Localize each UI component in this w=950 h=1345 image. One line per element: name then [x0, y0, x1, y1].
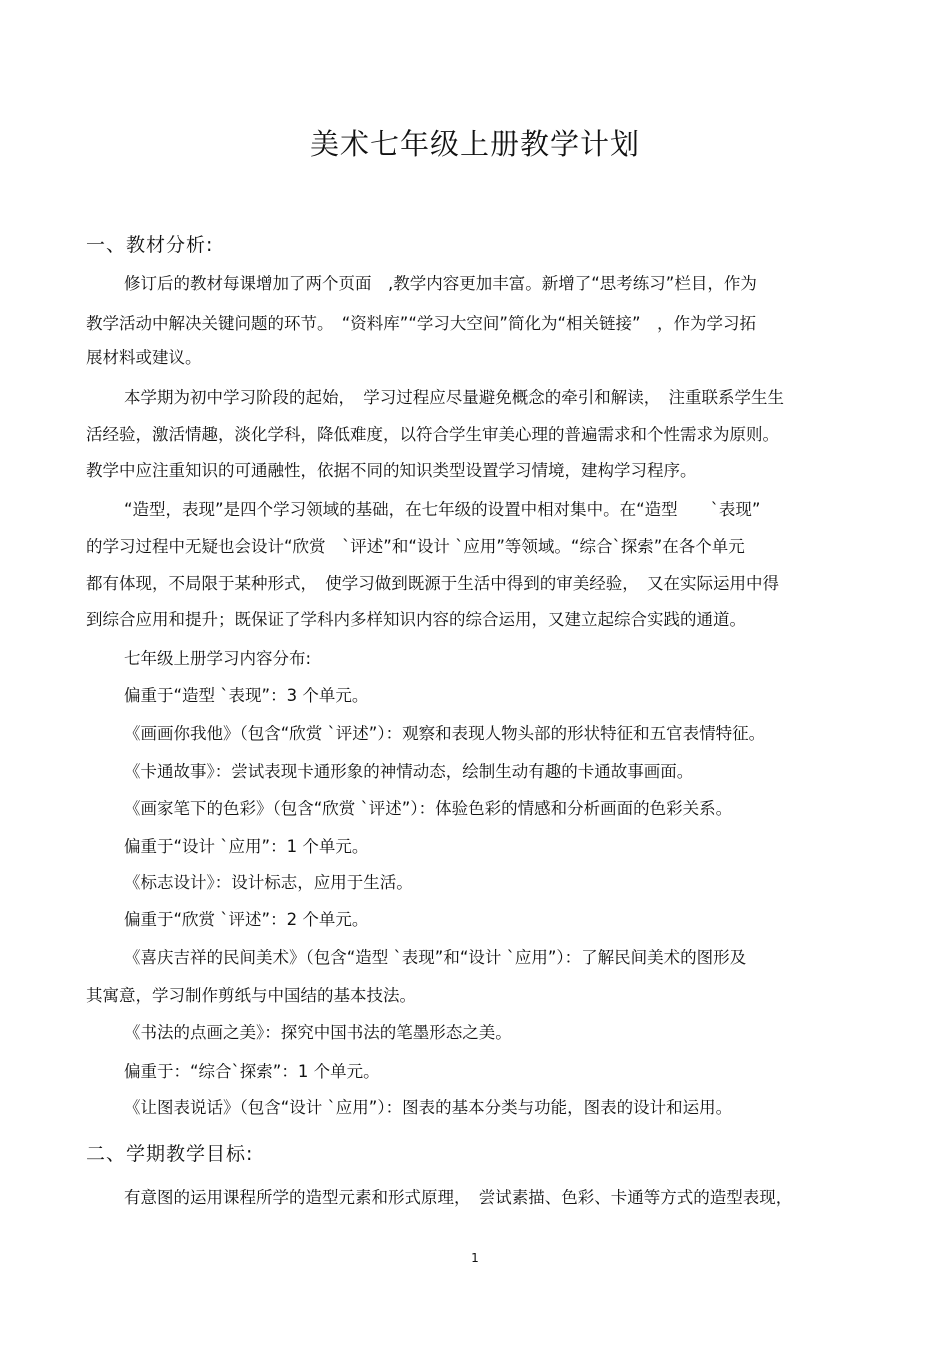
- paragraph-line: “造型，表现”是四个学习领域的基础，在七年级的设置中相对集中。在“造型 `表现”: [124, 500, 761, 519]
- list-item: 偏重于“设计 `应用”：1 个单元。: [124, 837, 369, 856]
- paragraph-line: 七年级上册学习内容分布:: [124, 649, 312, 668]
- list-item: 其寓意，学习制作剪纸与中国结的基本技法。: [86, 986, 416, 1005]
- list-item: 《标志设计》：设计标志，应用于生活。: [124, 873, 413, 892]
- paragraph-line: 教学活动中解决关键问题的环节。 “资料库”“学习大空间”简化为“相关链接” ，作为学习拓: [86, 314, 757, 333]
- page-title: 美术七年级上册教学计划: [309, 127, 640, 161]
- paragraph-line: 教学中应注重知识的可通融性，依据不同的知识类型设置学习情境，建构学习程序。: [86, 461, 697, 480]
- list-item: 《书法的点画之美》：探究中国书法的笔墨形态之美。: [124, 1023, 512, 1042]
- section-heading-2: 二、学期教学目标:: [86, 1143, 254, 1165]
- paragraph-line: 到综合应用和提升；既保证了学科内多样知识内容的综合运用，又建立起综合实践的通道。: [86, 610, 746, 629]
- paragraph-line: 本学期为初中学习阶段的起始， 学习过程应尽量避免概念的牵引和解读， 注重联系学生生: [124, 388, 784, 407]
- paragraph-line: 活经验，激活情趣，淡化学科，降低难度，以符合学生审美心理的普遍需求和个性需求为原则。: [86, 425, 779, 444]
- list-item: 《让图表说话》（包含“设计 `应用”）：图表的基本分类与功能，图表的设计和运用。: [124, 1098, 733, 1117]
- paragraph-line: 都有体现，不局限于某种形式， 使学习做到既源于生活中得到的审美经验， 又在实际运用中得: [86, 574, 779, 593]
- list-item: 《卡通故事》：尝试表现卡通形象的神情动态，绘制生动有趣的卡通故事画面。: [124, 762, 694, 781]
- paragraph-line: 修订后的教材每课增加了两个页面 ,教学内容更加丰富。新增了“思考练习”栏目，作为: [124, 274, 757, 293]
- section-heading-1: 一、教材分析:: [86, 234, 214, 256]
- list-item: 偏重于：“综合`探索”：1 个单元。: [124, 1062, 380, 1081]
- paragraph-line: 展材料或建议。: [86, 348, 202, 367]
- paragraph-line: 的学习过程中无疑也会设计“欣赏 `评述”和“设计 `应用”等领域。“综合`探索”在各个单元: [86, 537, 745, 556]
- paragraph-line: 有意图的运用课程所学的造型元素和形式原理， 尝试素描、色彩、卡通等方式的造型表现，: [124, 1188, 793, 1207]
- list-item: 偏重于“欣赏 `评述”：2 个单元。: [124, 910, 369, 929]
- list-item: 《画家笔下的色彩》（包含“欣赏 `评述”）：体验色彩的情感和分析画面的色彩关系。: [124, 799, 733, 818]
- list-item: 《喜庆吉祥的民间美术》（包含“造型 `表现”和“设计 `应用”）：了解民间美术的图形及: [124, 948, 747, 967]
- list-item: 偏重于“造型 `表现”：3 个单元。: [124, 686, 369, 705]
- page-number: 1: [471, 1251, 479, 1265]
- list-item: 《画画你我他》（包含“欣赏 `评述”）：观察和表现人物头部的形状特征和五官表情特征。: [124, 724, 766, 743]
